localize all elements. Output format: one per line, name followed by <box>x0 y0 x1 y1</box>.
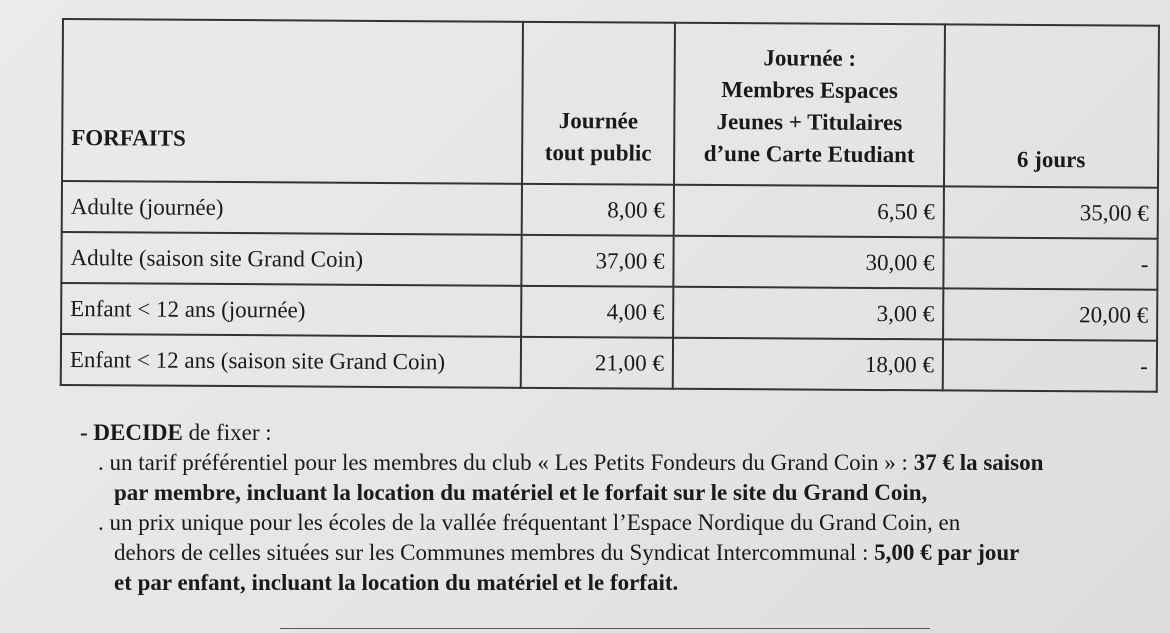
table-row <box>61 334 1157 392</box>
decision-heading-rest: de fixer : <box>182 420 272 445</box>
decision-item-2-line2 <box>80 538 1150 568</box>
item1-bold-a: 37 € la saison <box>913 450 1044 475</box>
decision-item-2-line3 <box>80 568 1150 598</box>
header-six-jours: 6 jours <box>944 24 1159 187</box>
decision-heading-bold: - DECIDE <box>80 420 183 445</box>
decision-item-1-line2 <box>80 478 1150 508</box>
table-header-row <box>62 19 1159 188</box>
price-public: 37,00 € <box>521 235 673 287</box>
price-six-jours: - <box>943 237 1157 289</box>
price-membres: 30,00 € <box>673 236 943 289</box>
item1-prefix: . un tarif préférentiel pour les membres du club « Les Petits Fondeurs du Grand Coin » : <box>98 450 914 475</box>
row-label: Enfant < 12 ans (saison site Grand Coin) <box>61 334 521 388</box>
price-six-jours: 20,00 € <box>943 288 1157 340</box>
decision-heading <box>80 418 1150 448</box>
table-row <box>61 283 1157 341</box>
price-six-jours: - <box>943 339 1157 391</box>
header-membres <box>674 23 945 187</box>
footer-divider <box>280 628 930 629</box>
header-membres-line4: d’une Carte Etudiant <box>703 140 915 168</box>
price-membres: 3,00 € <box>673 287 943 340</box>
decision-item-2-line1: . un prix unique pour les écoles de la vallée fréquentant l’Espace Nordique du Grand Coin, en <box>98 510 961 535</box>
item2-bold-b: et par enfant, incluant la location du matériel et le forfait. <box>114 570 679 595</box>
row-label: Adulte (journée) <box>62 181 522 235</box>
row-label: Adulte (saison site Grand Coin) <box>61 232 521 286</box>
item2-line2: dehors de celles situées sur les Communes membres du Syndicat Intercommunal : <box>114 540 875 565</box>
header-forfaits: FORFAITS <box>62 19 523 184</box>
header-journee-public <box>522 22 675 185</box>
decision-block <box>80 418 1150 598</box>
table-row <box>61 232 1157 290</box>
tariff-table <box>60 18 1160 393</box>
price-public: 8,00 € <box>522 184 674 236</box>
header-membres-line1: Journée : <box>763 45 857 71</box>
price-public: 4,00 € <box>521 286 673 338</box>
header-membres-line3: Jeunes + Titulaires <box>716 109 903 136</box>
item2-bold-a: 5,00 € par jour <box>874 540 1020 565</box>
tariff-table-container <box>60 18 1158 393</box>
header-membres-line2: Membres Espaces <box>721 77 898 104</box>
price-public: 21,00 € <box>521 337 673 389</box>
price-membres: 18,00 € <box>673 338 943 391</box>
price-six-jours: 35,00 € <box>944 186 1158 238</box>
header-journee-public-line2: tout public <box>544 139 652 166</box>
header-journee-public-line1: Journée <box>558 108 639 134</box>
table-row <box>62 181 1158 239</box>
item1-bold-b: par membre, incluant la location du matériel et le forfait sur le site du Grand Coin, <box>114 480 928 505</box>
row-label: Enfant < 12 ans (journée) <box>61 283 521 337</box>
decision-item-1-line1 <box>80 448 1150 478</box>
price-membres: 6,50 € <box>674 185 944 238</box>
